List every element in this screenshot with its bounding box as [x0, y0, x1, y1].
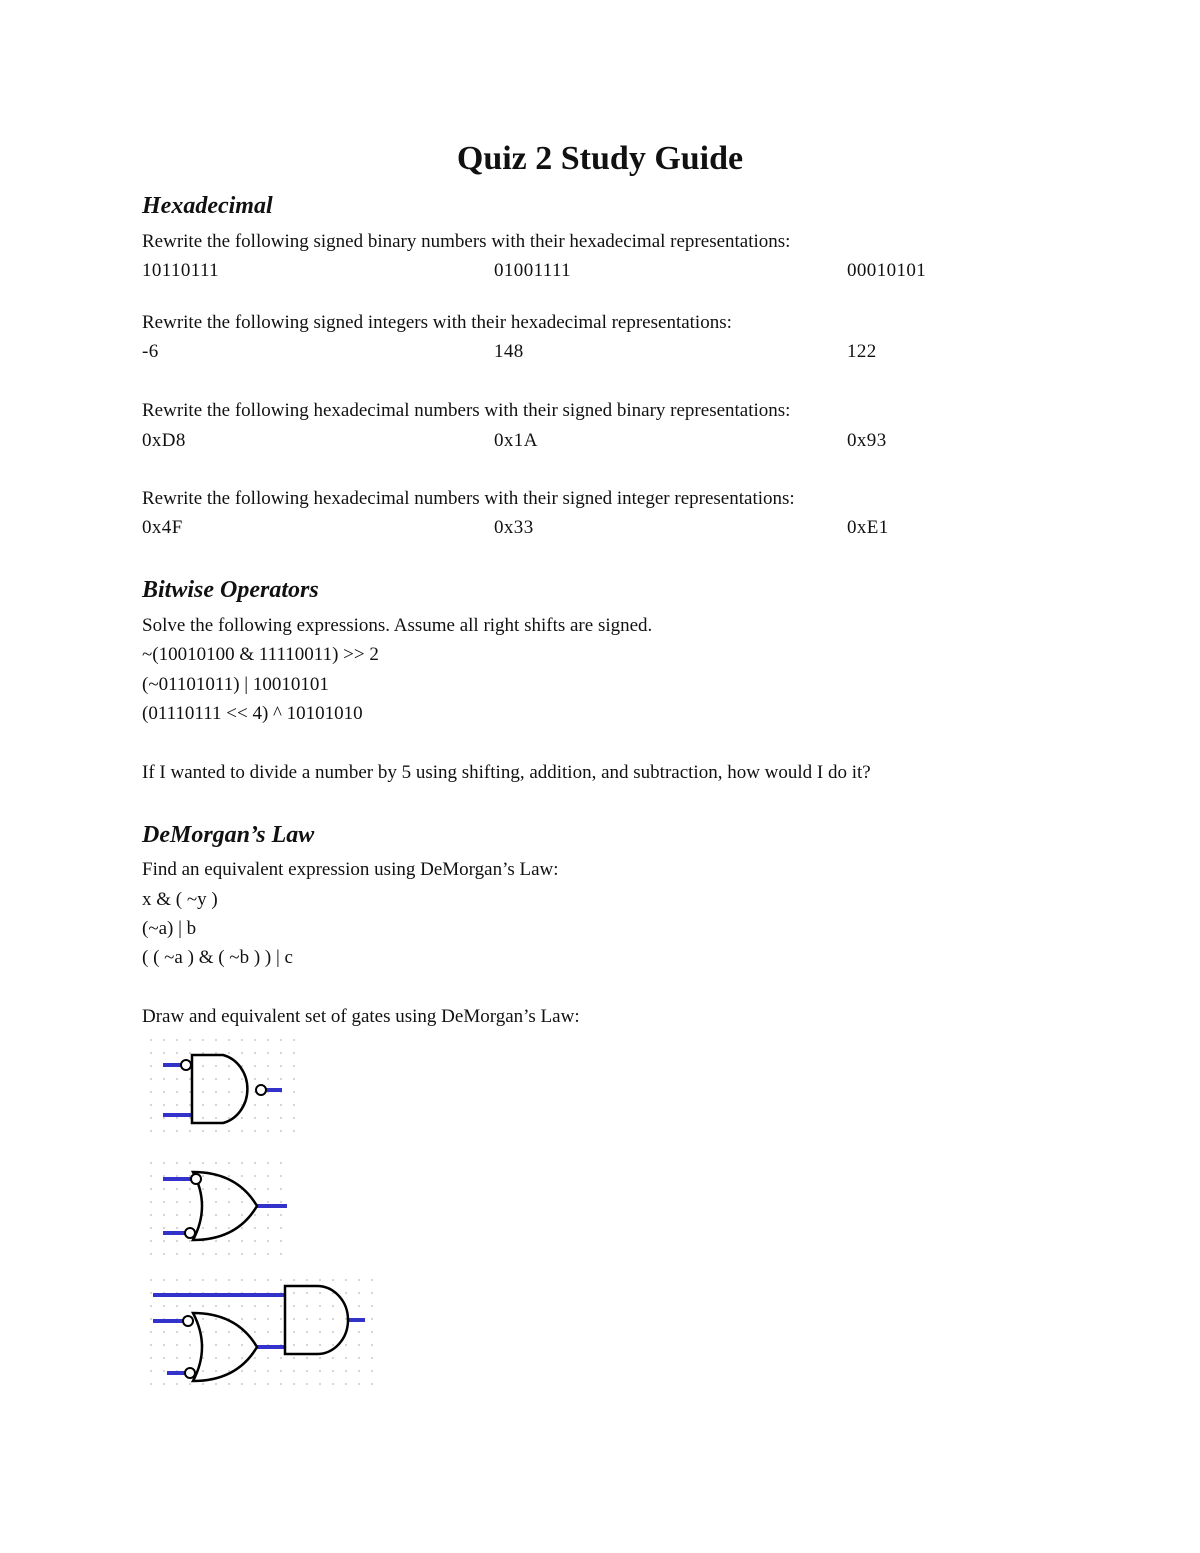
demorgan-prompt: Find an equivalent expression using DeMorgan’s Law:	[142, 859, 559, 880]
demorgan-expression: (~a) | b	[142, 918, 197, 939]
bitwise-division-question: If I wanted to divide a number by 5 using shifting, addition, and subtraction, how would I do it?	[142, 762, 871, 783]
inversion-bubble	[181, 1060, 191, 1070]
and-gate-body	[285, 1286, 348, 1354]
inversion-bubble	[185, 1368, 195, 1378]
hex-q4-item: 0x4F	[142, 517, 183, 538]
hex-q3-item: 0x1A	[494, 430, 538, 451]
bitwise-prompt: Solve the following expressions. Assume all right shifts are signed.	[142, 615, 653, 636]
hex-q3-prompt: Rewrite the following hexadecimal numbers with their signed binary representations:	[142, 400, 791, 421]
hex-q1-item: 01001111	[494, 260, 572, 281]
hex-q4-prompt: Rewrite the following hexadecimal numbers with their signed integer representations:	[142, 488, 795, 509]
section-heading-hexadecimal: Hexadecimal	[142, 193, 273, 219]
hex-q3-item: 0xD8	[142, 430, 186, 451]
inversion-bubble	[191, 1174, 201, 1184]
bitwise-expression: (~01101011) | 10010101	[142, 674, 329, 695]
hex-q1-item: 00010101	[847, 260, 927, 281]
gate-diagram-or-inverted-inputs	[145, 1158, 293, 1258]
grid-dots	[150, 1039, 295, 1132]
gate-diagram-nand-inverted-input	[145, 1035, 297, 1135]
section-heading-bitwise: Bitwise Operators	[142, 577, 319, 603]
hex-q2-item: 122	[847, 341, 877, 362]
or-gate-body	[193, 1172, 257, 1240]
hex-q2-item: 148	[494, 341, 524, 362]
hex-q1-prompt: Rewrite the following signed binary numbers with their hexadecimal representations:	[142, 231, 791, 252]
page-title: Quiz 2 Study Guide	[456, 140, 744, 177]
gate-diagram-or-into-and	[145, 1275, 382, 1393]
demorgan-gates-prompt: Draw and equivalent set of gates using DeMorgan’s Law:	[142, 1006, 580, 1027]
hex-q2-item: -6	[142, 341, 159, 362]
section-heading-demorgan: DeMorgan’s Law	[142, 822, 315, 848]
bitwise-expression: (01110111 << 4) ^ 10101010	[142, 703, 363, 724]
demorgan-expression: ( ( ~a ) & ( ~b ) ) | c	[142, 947, 293, 968]
inversion-bubble	[256, 1085, 266, 1095]
and-gate-body	[192, 1055, 247, 1123]
hex-q1-item: 10110111	[142, 260, 220, 281]
bitwise-expression: ~(10010100 & 11110011) >> 2	[142, 644, 379, 665]
inversion-bubble	[185, 1228, 195, 1238]
hex-q2-prompt: Rewrite the following signed integers with their hexadecimal representations:	[142, 312, 732, 333]
hex-q4-item: 0xE1	[847, 517, 889, 538]
hex-q3-item: 0x93	[847, 430, 887, 451]
hex-q4-item: 0x33	[494, 517, 534, 538]
demorgan-expression: x & ( ~y )	[142, 889, 218, 910]
inversion-bubble	[183, 1316, 193, 1326]
